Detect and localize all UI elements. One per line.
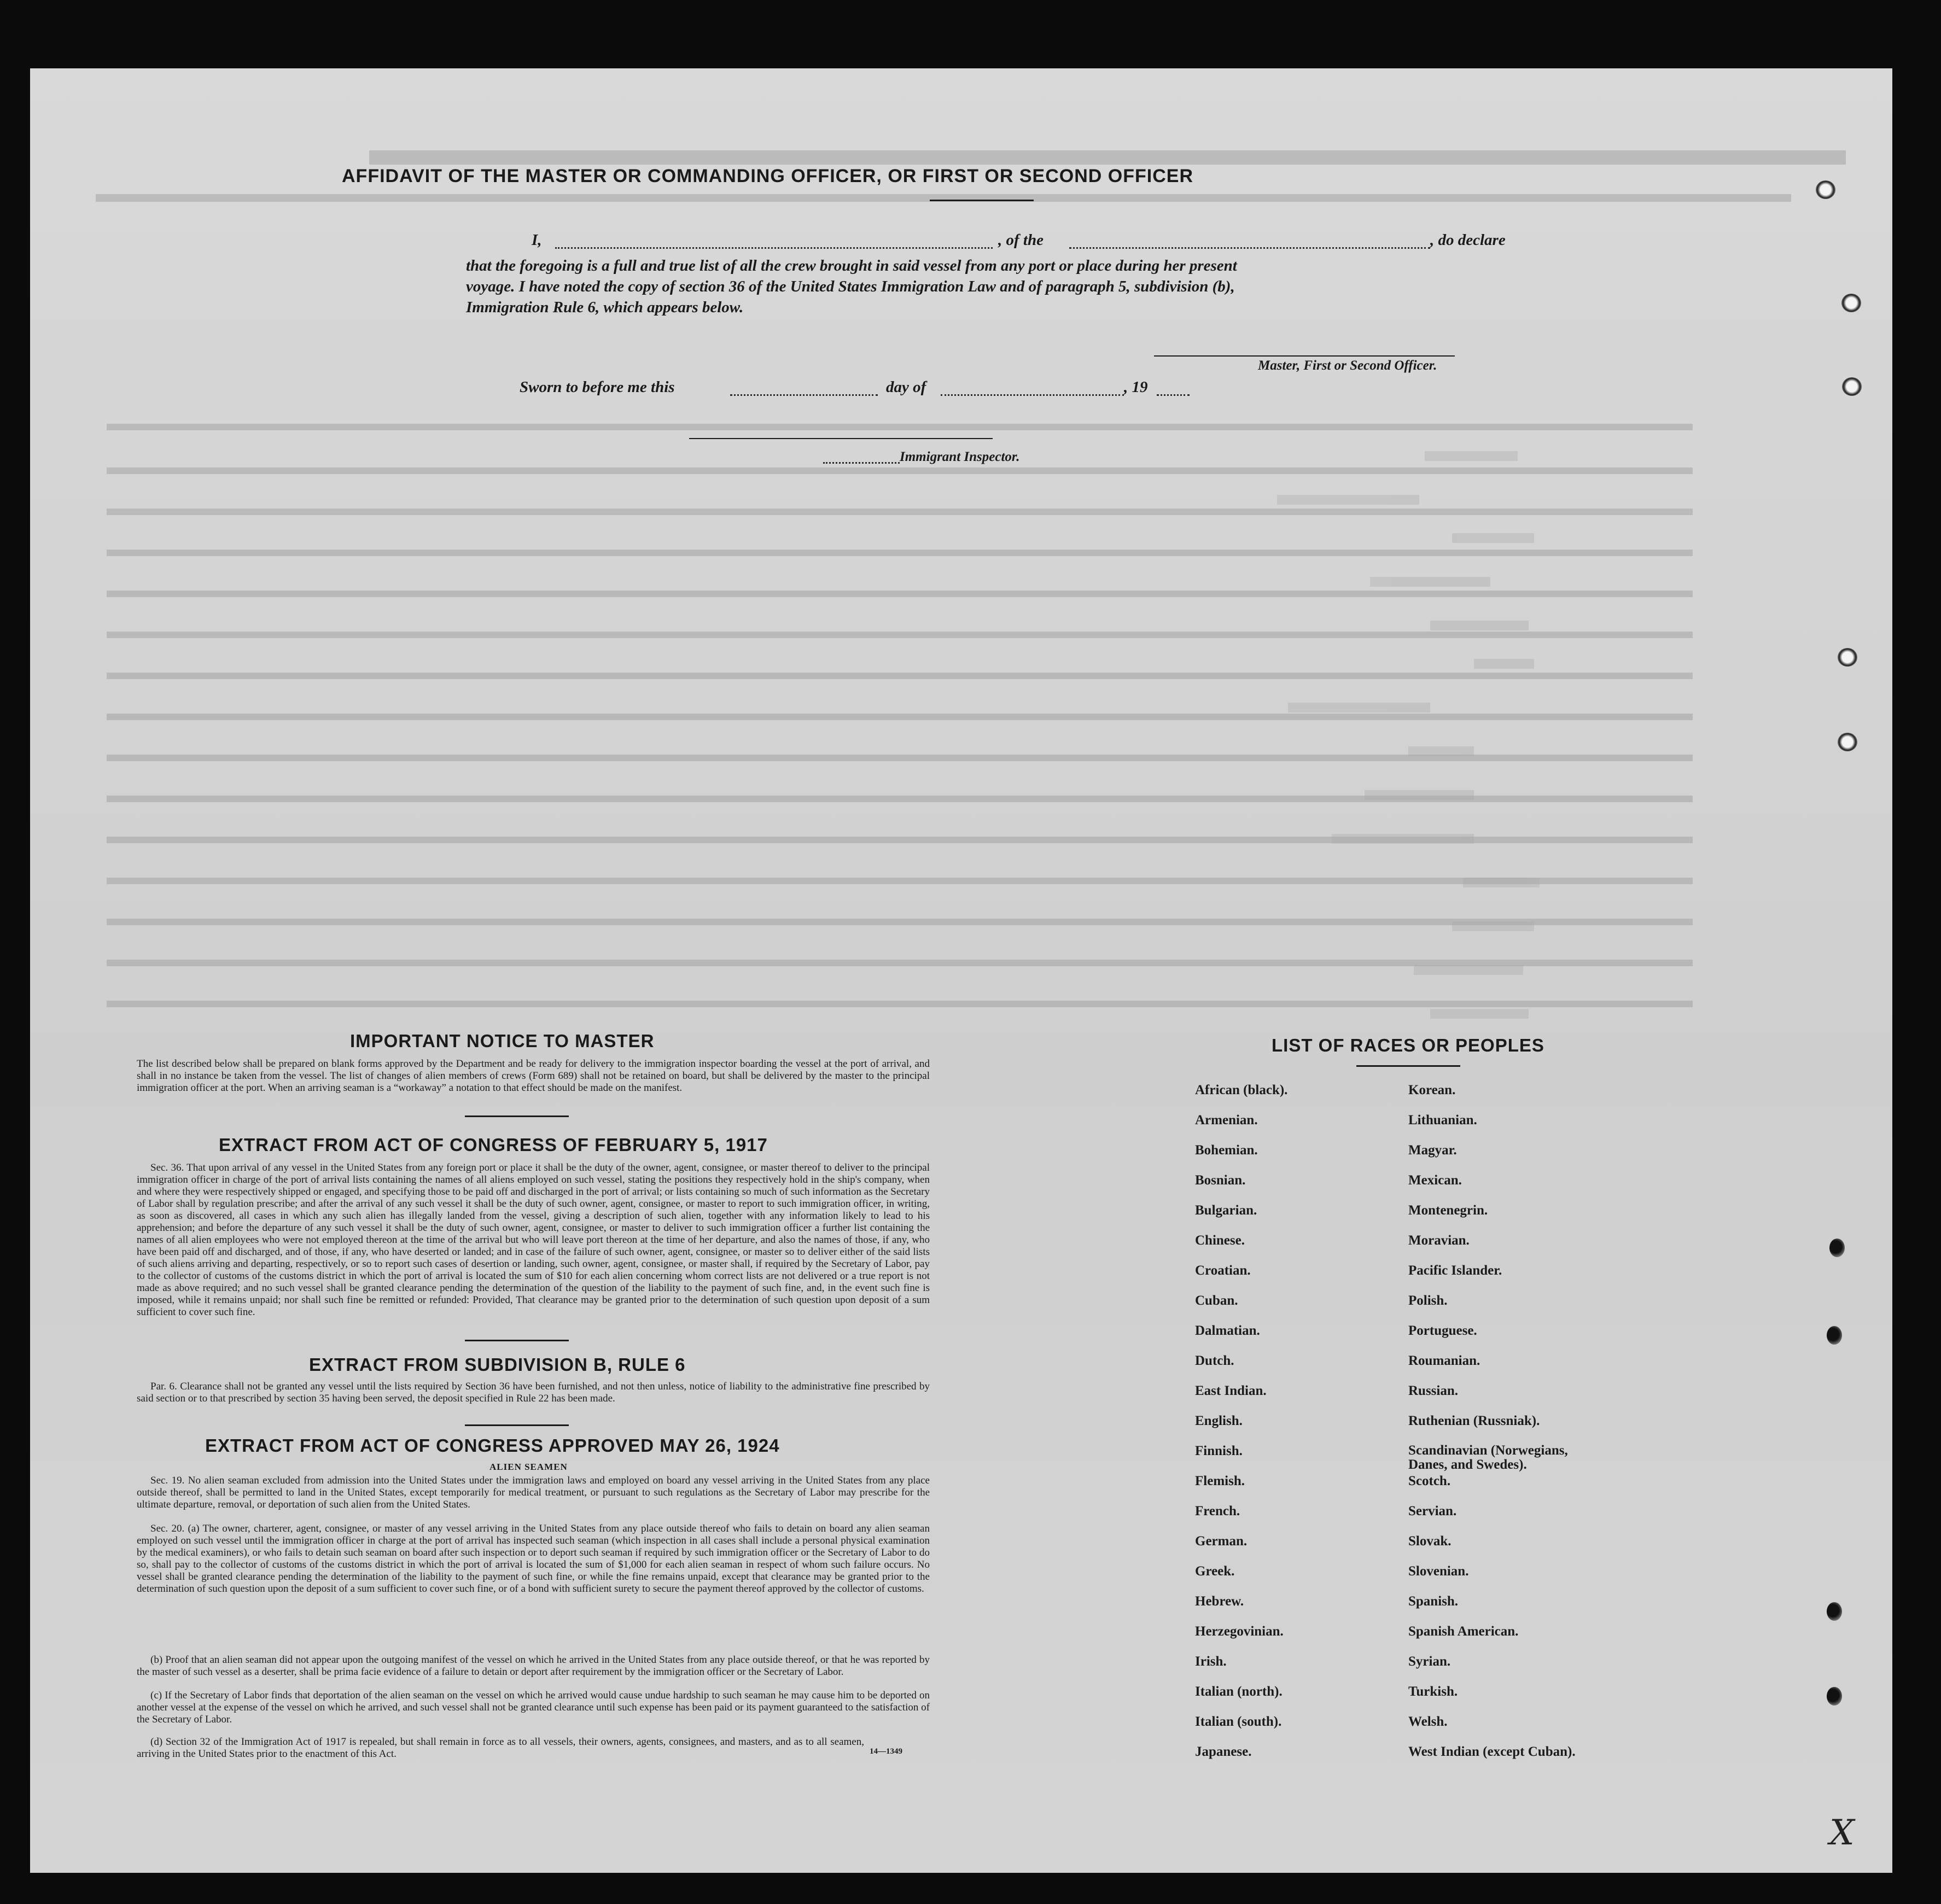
race-item: French. (1195, 1504, 1240, 1518)
race-item: Portuguese. (1408, 1323, 1477, 1338)
extract-1917-rule (465, 1340, 569, 1341)
reverse-side-bleed-through (30, 68, 1892, 1873)
race-item: Moravian. (1408, 1233, 1470, 1248)
sworn-year-field[interactable] (1157, 394, 1190, 396)
race-item: Italian (north). (1195, 1684, 1283, 1699)
year-label: , 19 (1124, 378, 1148, 396)
races-title-rule (1356, 1065, 1460, 1067)
race-item: Spanish American. (1408, 1624, 1519, 1639)
binder-hole-icon (1827, 1687, 1842, 1706)
race-item: Roumanian. (1408, 1353, 1480, 1368)
handwritten-corner-mark: X (1829, 1813, 1855, 1853)
race-item: Bulgarian. (1195, 1203, 1257, 1218)
race-item: Pacific Islander. (1408, 1263, 1502, 1278)
race-item: Spanish. (1408, 1594, 1459, 1609)
race-item: Bosnian. (1195, 1173, 1246, 1188)
race-item: Polish. (1408, 1293, 1448, 1308)
race-item: Cuban. (1195, 1293, 1238, 1308)
binder-hole-icon (1838, 648, 1857, 667)
notice-rule (465, 1115, 569, 1117)
sworn-day-field[interactable] (730, 394, 878, 396)
day-of-label: day of (886, 378, 926, 396)
affidavit-line-2: voyage. I have noted the copy of section 36 of the United States Immigration Law and of paragraph 5, subdivision (b), (466, 278, 1235, 295)
race-item: Croatian. (1195, 1263, 1251, 1278)
manifest-page (30, 68, 1892, 1873)
race-item: Flemish. (1195, 1474, 1245, 1488)
extract-rule6-title: EXTRACT FROM SUBDIVISION B, RULE 6 (309, 1354, 686, 1375)
affidavit-title: AFFIDAVIT OF THE MASTER OR COMMANDING OFFICER, OR FIRST OR SECOND OFFICER (342, 166, 1193, 186)
race-item: Dalmatian. (1195, 1323, 1260, 1338)
race-item: Greek. (1195, 1564, 1235, 1579)
of-the-label: , of the (998, 231, 1044, 249)
inspector-signature-line[interactable] (689, 438, 993, 439)
vessel-name-field[interactable] (1069, 247, 1430, 249)
extract-1924-sec20c: (c) If the Secretary of Labor finds that deportation of the alien seaman on the vessel on which he arrived would cause undue hardship to such seaman he may cause him to be deported on another vessel at the expense of the vessel on which he arrived, and such vessel shall not be granted clearance until such expense has been paid or its payment guaranteed to the satisfaction of the Secretary of Labor. (137, 1690, 930, 1725)
race-item: West Indian (except Cuban). (1408, 1744, 1576, 1759)
race-item: Chinese. (1195, 1233, 1245, 1248)
extract-rule6-body: Par. 6. Clearance shall not be granted any vessel until the lists required by Section 36 have been furnished, and not then unless, notice of liability to the administrative fine prescribed by said section or to that prescribed by section 35 having been served, the deposit specified in Rule 22 has been made. (137, 1381, 930, 1404)
affidavit-line-3: Immigration Rule 6, which appears below. (466, 299, 744, 316)
extract-1917-body: Sec. 36. That upon arrival of any vessel in the United States from any foreign port or place it shall be the duty of the owner, agent, consignee, or master thereof to deliver to the principal immigration officer in charge of the port of arrival lists containing the names of all aliens employed on such vessel, stating the positions they respectively hold in the ship's company, when and where they were respectively shipped or engaged, and specifying those to be paid off and discharged in the port of arrival; or lists containing so much of such information as the Secretary of Labor shall by regulation prescribe; and after the arrival of any such vessel it shall be the duty of such owner, agent, consignee, or master to report to such immigration officer, in writing, as soon as discovered, all cases in which any such alien has illegally landed from the vessel, giving a description of such alien, together with any information likely to lead to his apprehension; and before the departure of any such vessel it shall be the duty of such owner, agent, consignee, or master to deliver to such immigration officer a further list containing the names of all alien employees who were not employed thereon at the time of the arrival but who will leave port thereon at the time of her departure, and also the names of those, if any, who have been paid off and discharged, and of those, if any, who have deserted or landed; and in case of the failure of such owner, agent, consignee, or master so to deliver either of the said lists of such aliens arriving and departing, respectively, or so to report such cases of desertion or landing, such owner, agent, consignee, or master shall, if required by the Secretary of Labor, pay to the collector of customs of the customs district in which the port of arrival is located the sum of $10 for each alien concerning whom correct lists are not delivered or a true report is not made as above required; and no such vessel shall be granted clearance pending the determination of the question of the liability to the payment of such fine, and, in the event such fine is imposed, while it remains unpaid; nor shall such fine be remitted or refunded: Provided, That clearance may be granted prior to the determination of such question upon deposit of a sum sufficient to cover such fine. (137, 1162, 930, 1318)
race-item: English. (1195, 1414, 1243, 1428)
race-item: Italian (south). (1195, 1714, 1282, 1729)
binder-hole-icon (1841, 294, 1861, 312)
extract-1924-sec20d: (d) Section 32 of the Immigration Act of 1917 is repealed, but shall remain in force as to all vessels, their owners, agents, consignees, and masters, and as to all seamen, arriving in the United States prior to the enactment of this Act. (137, 1736, 864, 1760)
race-item: Ruthenian (Russniak). (1408, 1414, 1540, 1428)
form-number: 14—1349 (870, 1747, 902, 1756)
race-item: Lithuanian. (1408, 1113, 1477, 1128)
race-item: Servian. (1408, 1504, 1457, 1518)
affidavit-title-rule (930, 200, 1034, 201)
sworn-label: Sworn to before me this (520, 378, 675, 396)
race-item: East Indian. (1195, 1383, 1267, 1398)
extract-1924-sec20b: (b) Proof that an alien seaman did not appear upon the outgoing manifest of the vessel on which he arrived in the United States from any place outside thereof, or that he was reported by the master of such vessel as a deserter, shall be prima facie evidence of a failure to detain or deport after requirement by the immigration officer or the Secretary of Labor. (137, 1654, 930, 1678)
race-item: Montenegrin. (1408, 1203, 1488, 1218)
race-item: Hebrew. (1195, 1594, 1244, 1609)
inspector-label: Immigrant Inspector. (900, 449, 1020, 464)
race-item: Slovenian. (1408, 1564, 1469, 1579)
officer-signature-line[interactable] (1154, 355, 1455, 357)
binder-hole-icon (1827, 1326, 1842, 1345)
race-item: Welsh. (1408, 1714, 1448, 1729)
extract-1924-sec20a: Sec. 20. (a) The owner, charterer, agent, consignee, or master of any vessel arriving in the United States from any place outside thereof who fails to detain on board any alien seaman employed on such vessel until the immigration officer in charge at the port of arrival has inspected such seaman (which inspection in all cases shall include a personal physical examination by the medical examiners), or who fails to detain such seaman on board after such inspection or to deport such seaman if required by such immigration officer or the Secretary of Labor to do so, shall pay to the collector of customs of the customs district in which the port of arrival is located the sum of $1,000 for each alien seaman in respect of whom such failure occurs. No vessel shall be granted clearance pending the determination of the liability to the payment of such fine, or while the fine remains unpaid, except that clearance may be granted prior to the determination of such question upon the deposit of a sum sufficient to cover such fine, or of a bond with sufficient surety to secure the payment thereof approved by the collector of customs. (137, 1523, 930, 1595)
race-item: German. (1195, 1534, 1248, 1549)
binder-hole-icon (1842, 377, 1862, 396)
race-item: Turkish. (1408, 1684, 1458, 1699)
declarant-name-field[interactable] (555, 247, 993, 249)
extract-1917-title: EXTRACT FROM ACT OF CONGRESS OF FEBRUARY 5, 1917 (219, 1135, 768, 1155)
race-item: Slovak. (1408, 1534, 1452, 1549)
race-item: Japanese. (1195, 1744, 1252, 1759)
race-item: Mexican. (1408, 1173, 1462, 1188)
race-item: Magyar. (1408, 1143, 1457, 1158)
declarant-prefix: I, (532, 231, 542, 249)
race-item: Finnish. (1195, 1444, 1243, 1458)
extract-1924-subtitle: ALIEN SEAMEN (489, 1462, 568, 1472)
race-item: Korean. (1408, 1083, 1456, 1097)
do-declare-label: , do declare (1430, 231, 1506, 249)
race-item: Scandinavian (Norwegians, Danes, and Swedes). (1408, 1443, 1568, 1472)
race-item: Dutch. (1195, 1353, 1234, 1368)
race-item: Herzegovinian. (1195, 1624, 1284, 1639)
extract-1924-title: EXTRACT FROM ACT OF CONGRESS APPROVED MAY 26, 1924 (205, 1435, 780, 1456)
race-item: Irish. (1195, 1654, 1227, 1669)
race-item: African (black). (1195, 1083, 1288, 1097)
binder-hole-icon (1827, 1602, 1842, 1621)
extract-rule6-rule (465, 1424, 569, 1426)
binder-hole-icon (1816, 180, 1835, 199)
race-item: Syrian. (1408, 1654, 1451, 1669)
binder-hole-icon (1829, 1239, 1845, 1257)
race-item: Russian. (1408, 1383, 1459, 1398)
notice-title: IMPORTANT NOTICE TO MASTER (350, 1031, 655, 1051)
officer-signature-label: Master, First or Second Officer. (1258, 358, 1437, 373)
binder-hole-icon (1838, 733, 1857, 751)
affidavit-line-1: that the foregoing is a full and true list of all the crew brought in said vessel from any port or place during her present (466, 257, 1237, 274)
sworn-month-field[interactable] (941, 394, 1124, 396)
race-item: Bohemian. (1195, 1143, 1258, 1158)
inspector-dotted-line (823, 462, 900, 464)
extract-1924-sec19: Sec. 19. No alien seaman excluded from admission into the United States under the immigration laws and employed on board any vessel arriving in the United States from any place outside thereof, shall be permitted to land in the United States, except temporarily for medical treatment, or pursuant to such regulations as the Secretary of Labor may prescribe for the ultimate departure, removal, or deportation of such alien from the United States. (137, 1475, 930, 1510)
race-item: Armenian. (1195, 1113, 1258, 1128)
notice-body: The list described below shall be prepared on blank forms approved by the Department and be ready for delivery to the immigration inspector boarding the vessel at the port of arrival, and shall in no instance be taken from the vessel. The list of changes of alien members of crews (Form 689) shall not be retained on board, but shall be delivered by the master to the principal immigration officer at the port. When an arriving seaman is a “workaway” a notation to that effect should be made on the manifest. (137, 1058, 930, 1094)
races-title: LIST OF RACES OR PEOPLES (1272, 1035, 1544, 1055)
race-item: Scotch. (1408, 1474, 1451, 1488)
